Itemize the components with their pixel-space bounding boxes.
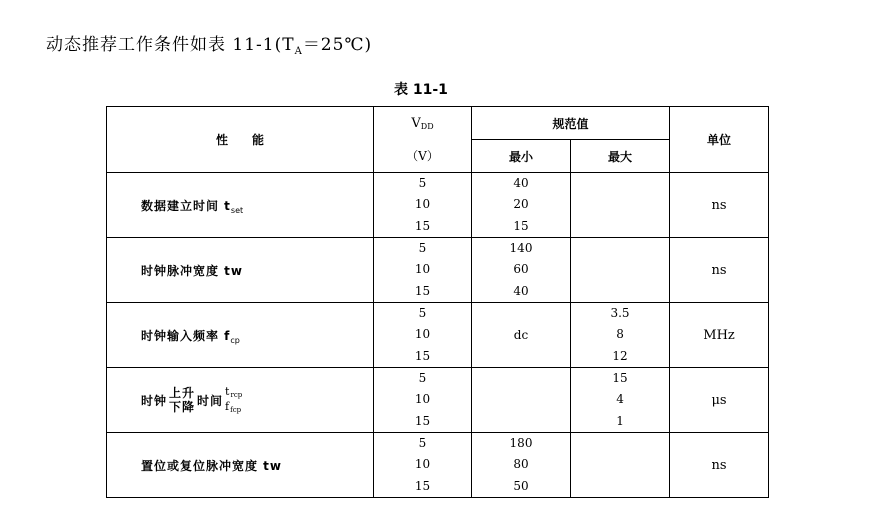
min-cell [472,303,571,368]
heading-subscript: A [294,46,303,57]
fall-symbol-main: f [225,400,231,413]
fall-label: 下降 [169,400,196,414]
row-label-text: 置位或复位脉冲宽度 tw [141,458,283,473]
vdd-value: 5 [418,241,427,256]
min-value: 20 [513,197,529,212]
row-label [107,173,374,238]
max-cell [571,173,670,238]
table-row [107,433,769,498]
min-value: 180 [509,436,533,451]
header-vdd-main: V [411,115,421,131]
vdd-value: 5 [418,306,427,321]
vdd-value: 15 [414,283,431,298]
vdd-cell [374,303,472,368]
rise-label: 上升 [169,386,196,400]
rise-fall-symbols [225,385,242,415]
row-label-text: 时钟脉冲宽度 tw [141,263,244,278]
min-value: 140 [509,241,533,256]
vdd-value: 10 [414,392,431,407]
row-label-prefix: 时钟 [141,393,168,408]
unit-cell: ns [670,238,769,303]
table-row [107,368,769,433]
row-label [107,433,374,498]
header-unit: 单位 [670,107,769,173]
row-label-text: 数据建立时间 t [141,198,231,213]
vdd-value: 10 [414,262,431,277]
vdd-value: 10 [414,327,431,342]
min-cell [472,173,571,238]
fall-symbol-sub: fcp [230,406,242,414]
max-cell [571,238,670,303]
unit-cell: ns [670,433,769,498]
header-min: 最小 [472,140,571,173]
max-value: 15 [612,371,628,386]
vdd-value: 15 [414,413,431,428]
rise-fall-stack [169,386,195,414]
max-cell [571,433,670,498]
min-value: 40 [513,283,529,298]
vdd-value: 15 [414,218,431,233]
spec-table [106,106,769,498]
min-cell [472,238,571,303]
rise-symbol [225,385,242,400]
header-max: 最大 [571,140,670,173]
row-label [107,303,374,368]
time-label: 时间 [197,393,224,408]
min-value: 80 [513,457,529,472]
vdd-value: 5 [418,436,427,451]
rise-fall-label [141,385,242,415]
fall-symbol [225,400,242,415]
max-cell [571,368,670,433]
max-value: 8 [616,327,624,342]
vdd-value: 10 [414,197,431,212]
min-value: 60 [513,262,529,277]
page-heading [46,30,372,55]
table-row [107,238,769,303]
max-value: 4 [616,392,624,407]
row-label-sub: cp [230,335,240,345]
min-value: 50 [513,478,529,493]
max-value: 1 [616,413,624,428]
min-value: 15 [513,218,529,233]
header-performance: 性 能 [107,107,374,173]
header-spec: 规范值 [472,107,670,140]
vdd-value: 5 [418,176,427,191]
min-cell [472,433,571,498]
vdd-value: 15 [414,478,431,493]
heading-suffix: ＝25℃) [302,35,373,55]
unit-cell: μs [670,368,769,433]
max-value: 3.5 [610,306,630,321]
table-caption: 表 11-1 [394,82,448,98]
vdd-value: 15 [414,348,431,363]
vdd-cell [374,238,472,303]
max-value: 12 [612,348,628,363]
heading-prefix: 动态推荐工作条件如表 11-1(T [46,35,295,55]
max-cell [571,303,670,368]
vdd-cell [374,368,472,433]
vdd-value: 5 [418,371,427,386]
header-row-1 [107,107,769,140]
header-vdd-unit: （V） [374,140,472,173]
vdd-cell [374,173,472,238]
min-value: 40 [513,176,529,191]
table-row [107,173,769,238]
min-value: dc [513,328,529,342]
vdd-value: 10 [414,457,431,472]
min-cell [472,368,571,433]
rise-symbol-main: t [225,385,231,398]
table-row [107,303,769,368]
row-label-text: 时钟输入频率 f [141,328,231,343]
row-label [107,368,374,433]
row-label-sub: set [230,205,244,215]
row-label [107,238,374,303]
unit-cell: ns [670,173,769,238]
vdd-cell [374,433,472,498]
header-vdd [374,107,472,140]
rise-symbol-sub: rcp [230,391,243,399]
unit-cell: MHz [670,303,769,368]
header-vdd-sub: DD [420,121,434,131]
